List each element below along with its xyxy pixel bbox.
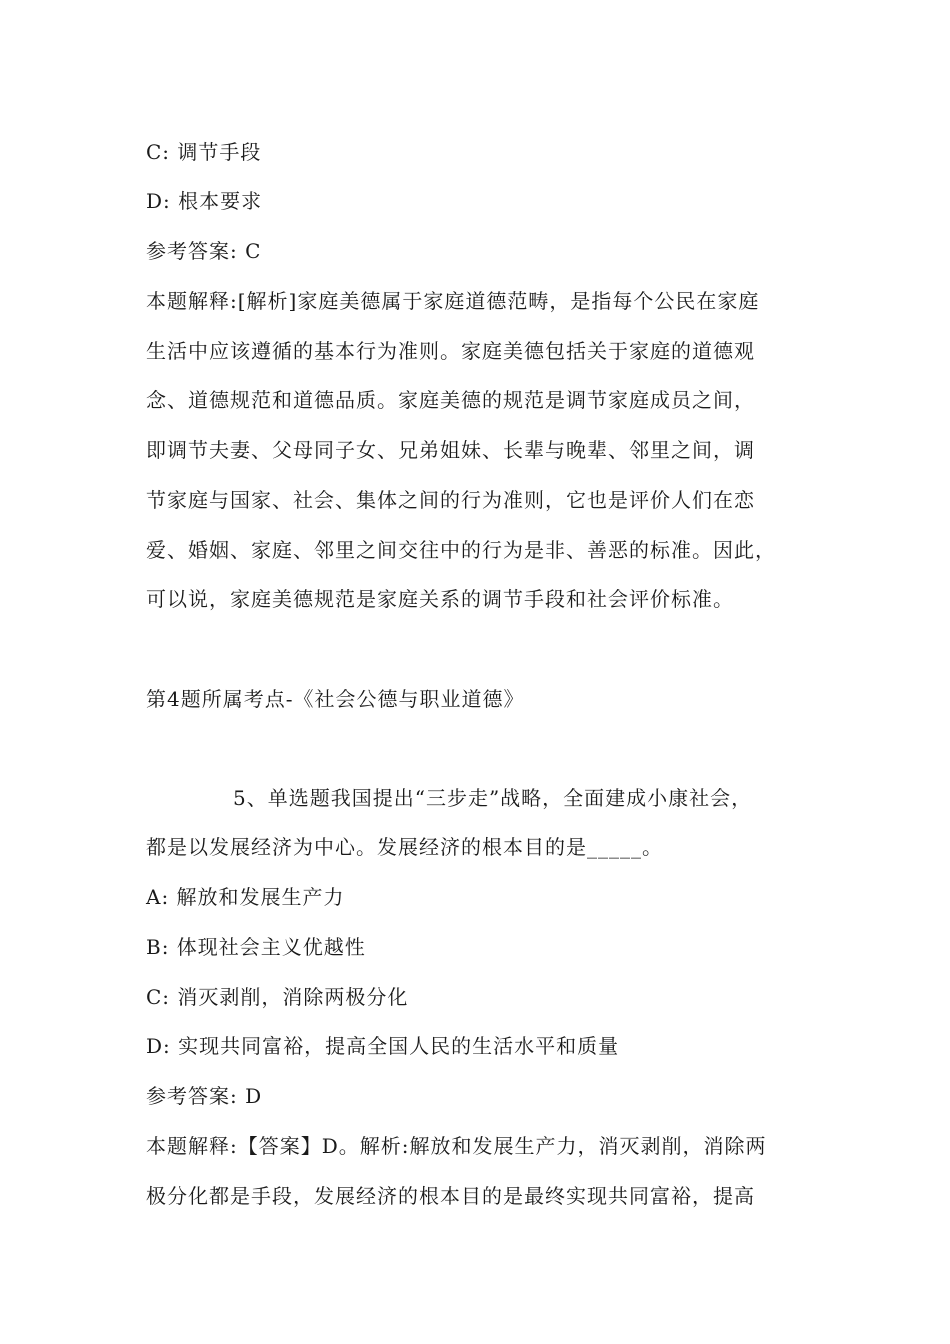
q4-answer: 参考答案: C bbox=[146, 239, 262, 263]
q4-topic: 第4题所属考点-《社会公德与职业道德》 bbox=[146, 687, 525, 711]
q4-explanation-line: 生活中应该遵循的基本行为准则。家庭美德包括关于家庭的道德观 bbox=[146, 339, 755, 363]
q5-option-b: B: 体现社会主义优越性 bbox=[146, 935, 366, 959]
q5-stem-line: 5、单选题我国提出“三步走”战略，全面建成小康社会， bbox=[233, 786, 753, 810]
q4-explanation-line: 即调节夫妻、父母同子女、兄弟姐妹、长辈与晚辈、邻里之间，调 bbox=[146, 438, 755, 462]
q4-option-c: C: 调节手段 bbox=[146, 140, 262, 164]
q4-explanation-line: 爱、婚姻、家庭、邻里之间交往中的行为是非、善恶的标准。因此， bbox=[146, 538, 776, 562]
q4-explanation-line: 念、道德规范和道德品质。家庭美德的规范是调节家庭成员之间， bbox=[146, 388, 755, 412]
q5-explanation-line: 本题解释:【答案】D。解析:解放和发展生产力，消灭剥削，消除两 bbox=[146, 1134, 767, 1158]
q5-answer: 参考答案: D bbox=[146, 1084, 263, 1108]
q5-explanation-line: 极分化都是手段，发展经济的根本目的是最终实现共同富裕，提高 bbox=[146, 1184, 755, 1208]
q5-option-d: D: 实现共同富裕，提高全国人民的生活水平和质量 bbox=[146, 1034, 620, 1058]
q4-explanation-line: 可以说，家庭美德规范是家庭关系的调节手段和社会评价标准。 bbox=[146, 587, 734, 611]
q4-option-d: D: 根本要求 bbox=[146, 189, 263, 213]
q4-explanation-line: 本题解释:[解析]家庭美德属于家庭道德范畴，是指每个公民在家庭 bbox=[146, 289, 760, 313]
q5-option-c: C: 消灭剥削，消除两极分化 bbox=[146, 985, 409, 1009]
q4-explanation-line: 节家庭与国家、社会、集体之间的行为准则，它也是评价人们在恋 bbox=[146, 488, 755, 512]
q5-stem-line: 都是以发展经济为中心。发展经济的根本目的是_____。 bbox=[146, 835, 663, 859]
q5-option-a: A: 解放和发展生产力 bbox=[146, 885, 345, 909]
